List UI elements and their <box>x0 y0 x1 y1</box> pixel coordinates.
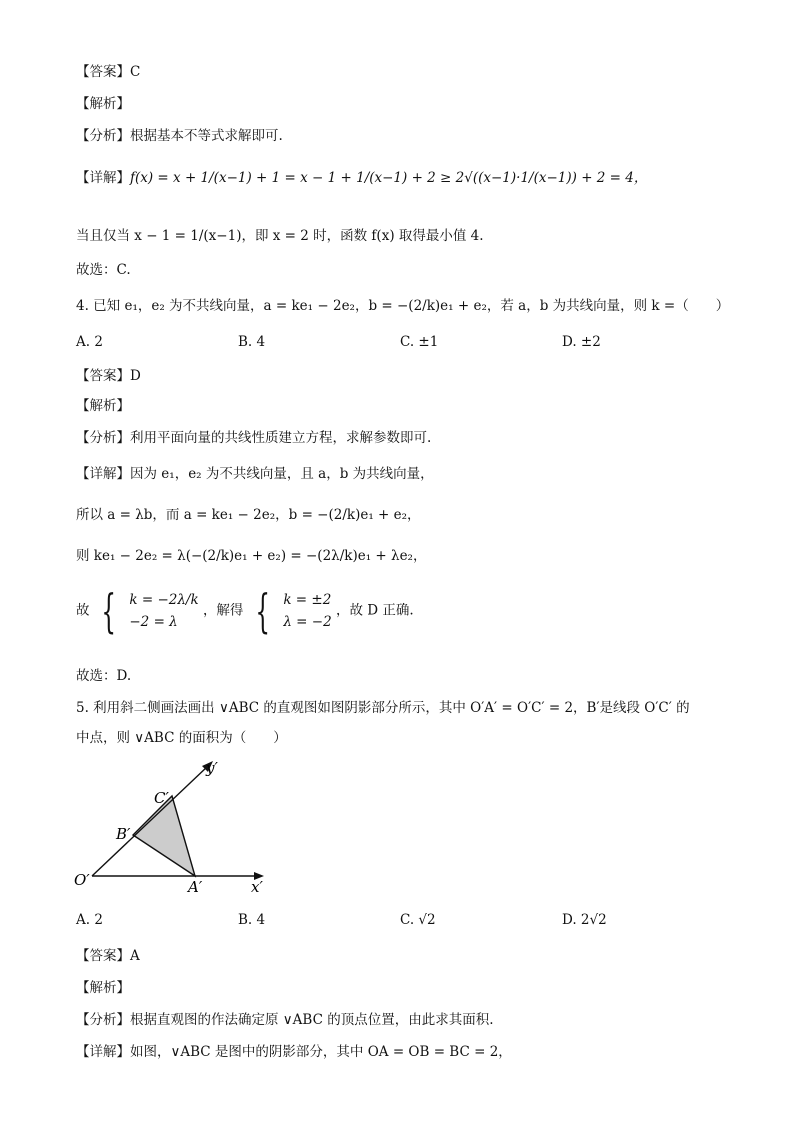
q4-stem: 4. 已知 e₁，e₂ 为不共线向量，a = ke₁ − 2e₂，b = −(2/k)e₁ + e₂，若 a，b 为共线向量，则 k =（ ） <box>76 298 730 314</box>
q5-xiangjie <box>76 1042 512 1062</box>
label-origin: O′ <box>74 871 90 889</box>
system-suffix: ，故 D 正确. <box>335 602 414 619</box>
xiangjie-label: 【详解】 <box>76 466 130 482</box>
system-1-eq-a: k = −2λ/k <box>129 592 199 608</box>
q4-option-c: C. ±1 <box>400 334 439 350</box>
q4-answer <box>76 366 141 386</box>
q5-option-a: A. 2 <box>76 912 103 928</box>
q3-equality-condition: 当且仅当 x − 1 = 1/(x−1)，即 x = 2 时，函数 f(x) 取得最小值 4. <box>76 228 484 244</box>
answer-value: A <box>130 948 140 964</box>
label-y-axis: y′ <box>206 759 218 777</box>
q5-stem-line1: 5. 利用斜二侧画法画出 ∨ABC 的直观图如图阴影部分所示，其中 O′A′ = O′C′ = 2，B′是线段 O′C′ 的 <box>76 700 690 716</box>
q4-option-d: D. ±2 <box>562 334 601 350</box>
oblique-projection-figure <box>70 755 280 895</box>
q4-option-b: B. 4 <box>238 334 266 350</box>
system-prefix: 故 <box>76 602 90 619</box>
label-C: C′ <box>154 789 169 807</box>
q4-xiangjie-line1 <box>76 464 434 484</box>
q3-fenxi <box>76 126 283 146</box>
xiangjie-equation: f(x) = x + 1/(x−1) + 1 = x − 1 + 1/(x−1) + 2 ≥ 2√((x−1)·1/(x−1)) + 2 = 4， <box>130 170 648 186</box>
xiangjie-label: 【详解】 <box>76 1044 130 1060</box>
analysis-label: 【解析】 <box>76 398 130 414</box>
equation-system-1 <box>129 589 198 633</box>
system-2-eq-b: λ = −2 <box>283 614 332 630</box>
q4-xiangjie-line2: 所以 a = λb，而 a = ke₁ − 2e₂，b = −(2/k)e₁ + e₂， <box>76 507 421 523</box>
xiangjie-text: 因为 e₁，e₂ 为不共线向量，且 a，b 为共线向量， <box>130 466 434 482</box>
answer-label: 【答案】 <box>76 64 130 80</box>
q5-answer <box>76 946 140 966</box>
q4-fenxi <box>76 428 431 448</box>
q5-analysis-heading <box>76 978 130 998</box>
answer-value: C <box>130 64 141 80</box>
analysis-label: 【解析】 <box>76 96 130 112</box>
system-mid: ，解得 <box>202 602 244 619</box>
q5-stem-line2: 中点，则 ∨ABC 的面积为（ ） <box>76 730 287 746</box>
system-2-eq-a: k = ±2 <box>283 592 332 608</box>
q3-answer <box>76 62 140 82</box>
xiangjie-label: 【详解】 <box>76 170 130 186</box>
q4-option-a: A. 2 <box>76 334 103 350</box>
answer-label: 【答案】 <box>76 948 130 964</box>
system-1-eq-b: −2 = λ <box>129 614 178 630</box>
fenxi-label: 【分析】 <box>76 128 130 144</box>
fenxi-text: 利用平面向量的共线性质建立方程，求解参数即可. <box>130 430 432 446</box>
q5-option-b: B. 4 <box>238 912 266 928</box>
equation-system-2 <box>283 589 331 633</box>
q4-conclusion: 故选：D. <box>76 668 132 684</box>
label-x-axis: x′ <box>251 878 263 895</box>
left-brace-2: { <box>255 584 270 638</box>
analysis-label: 【解析】 <box>76 980 130 996</box>
q3-xiangjie <box>76 168 647 188</box>
fenxi-label: 【分析】 <box>76 430 130 446</box>
q4-analysis-heading <box>76 396 130 416</box>
fenxi-text: 根据直观图的作法确定原 ∨ABC 的顶点位置，由此求其面积. <box>130 1012 494 1028</box>
xiangjie-text: 如图，∨ABC 是图中的阴影部分，其中 OA = OB = BC = 2， <box>130 1044 512 1060</box>
q3-conclusion: 故选：C. <box>76 262 131 278</box>
answer-value: D <box>130 368 141 384</box>
fenxi-label: 【分析】 <box>76 1012 130 1028</box>
q5-option-c: C. √2 <box>400 912 436 928</box>
q5-fenxi <box>76 1010 494 1030</box>
left-brace-1: { <box>101 584 116 638</box>
q4-xiangjie-line3: 则 ke₁ − 2e₂ = λ(−(2/k)e₁ + e₂) = −(2λ/k)e₁ + λe₂， <box>76 548 427 564</box>
q5-option-d: D. 2√2 <box>562 912 607 928</box>
answer-label: 【答案】 <box>76 368 130 384</box>
q3-analysis-heading <box>76 94 130 114</box>
q4-xiangjie-line4 <box>76 584 414 638</box>
label-B: B′ <box>116 825 131 843</box>
label-A: A′ <box>188 878 203 895</box>
fenxi-text: 根据基本不等式求解即可. <box>130 128 283 144</box>
